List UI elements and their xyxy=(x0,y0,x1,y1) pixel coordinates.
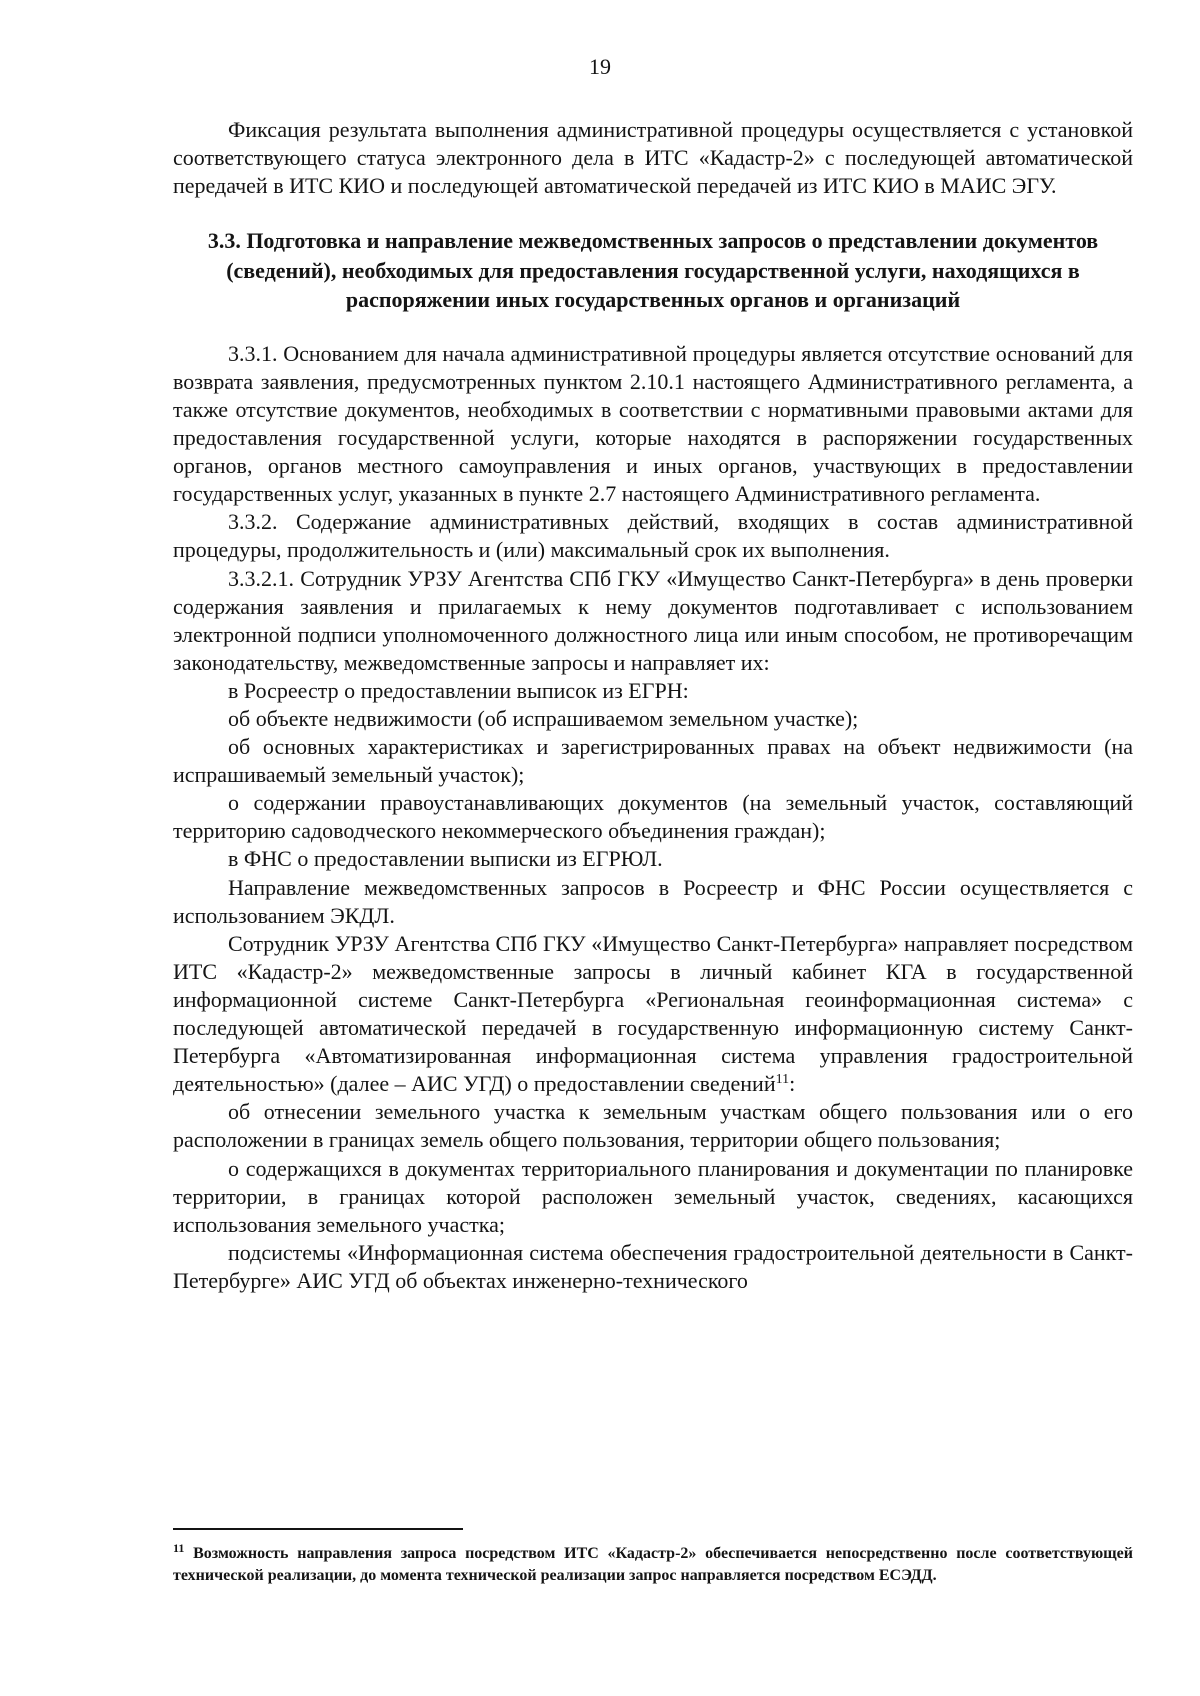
paragraph-employee-kga-text: Сотрудник УРЗУ Агентства СПб ГКУ «Имущество Санкт-Петербурга» направляет посредством ИТС «Кадастр-2» межведомственные запросы в личный кабинет КГА в государственной информационной системе Санкт-Петербурга «Региональная геоинформационная система» с последующей автоматической передачей в государственную информационную систему Санкт-Петербурга «Автоматизированная информационная система управления градостроительной деятельностью» (далее – АИС УГД) о предоставлении сведений xyxy=(173,930,1133,1097)
paragraph-3-3-2: 3.3.2. Содержание административных действий, входящих в состав административной процедуры, продолжительность и (или) максимальный срок их выполнения. xyxy=(173,509,1133,563)
paragraph-planning: о содержащихся в документах территориального планирования и документации по планировке территории, в границах которой расположен земельный участок, сведениях, касающихся использования земельного участка; xyxy=(173,1155,1133,1237)
footnote xyxy=(173,1543,1133,1586)
paragraph-content-docs: о содержании правоустанавливающих документов (на земельный участок, составляющий территорию садоводческого некоммерческого объединения граждан); xyxy=(173,790,1133,844)
paragraph-direction: Направление межведомственных запросов в Росреестр и ФНС России осуществляется с использованием ЭКДЛ. xyxy=(173,874,1133,928)
paragraph-fns: в ФНС о предоставлении выписки из ЕГРЮЛ. xyxy=(228,846,663,872)
paragraph-3-3-1: 3.3.1. Основанием для начала административной процедуры является отсутствие оснований для возврата заявления, предусмотренных пунктом 2.10.1 настоящего Административного регламента, а также отсутствие документов, необходимых в соответствии с нормативными правовыми актами для предоставления государственной услуги, которые находятся в распоряжении государственных органов, органов местного самоуправления и иных органов, участвующих в предоставлении государственных услуг, указанных в пункте 2.7 настоящего Административного регламента. xyxy=(173,340,1133,507)
page-number: 19 xyxy=(589,54,611,79)
footnote-separator xyxy=(173,1528,463,1530)
section-heading: 3.3. Подготовка и направление межведомственных запросов о представлении документов (сведений), необходимых для предоставления государственной услуги, находящихся в распоряжении иных государственных органов и организаций xyxy=(207,228,1099,313)
footnote-reference-tail: : xyxy=(789,1071,796,1097)
footnote-number: 11 xyxy=(173,1541,185,1555)
paragraph-subsystem: подсистемы «Информационная система обеспечения градостроительной деятельности в Санкт-Петербурге» АИС УГД об объектах инженерно-технического xyxy=(173,1239,1133,1293)
paragraph-characteristics: об основных характеристиках и зарегистрированных правах на объект недвижимости (на испрашиваемый земельный участок); xyxy=(173,734,1133,788)
body-text xyxy=(173,116,1133,1295)
paragraph-3-3-2-1: 3.3.2.1. Сотрудник УРЗУ Агентства СПб ГКУ «Имущество Санкт-Петербурга» в день проверки содержания заявления и прилагаемых к нему документов подготавливает с использованием электронной подписи уполномоченного должностного лица или иным способом, не противоречащим законодательству, межведомственные запросы и направляет их: xyxy=(173,565,1133,675)
footnote-reference: 11 xyxy=(775,1072,790,1088)
paragraph-employee-kga xyxy=(173,930,1133,1099)
footnote-text: Возможность направления запроса посредством ИТС «Кадастр-2» обеспечивается непосредственно после соответствующей технической реализации, до момента технической реализации запрос направляется посредством ЕСЭДД. xyxy=(173,1545,1134,1584)
paragraph-intro: Фиксация результата выполнения административной процедуры осуществляется с установкой соответствующего статуса электронного дела в ИТС «Кадастр-2» с последующей автоматической передачей в ИТС КИО и последующей автоматической передачей из ИТС КИО в МАИС ЭГУ. xyxy=(173,117,1133,199)
paragraph-object: об объекте недвижимости (об испрашиваемом земельном участке); xyxy=(228,706,859,731)
paragraph-assignment: об отнесении земельного участка к земельным участкам общего пользования или о его расположении в границах земель общего пользования, территории общего пользования; xyxy=(173,1099,1133,1153)
paragraph-rosreestr: в Росреестр о предоставлении выписок из ЕГРН: xyxy=(228,677,689,703)
